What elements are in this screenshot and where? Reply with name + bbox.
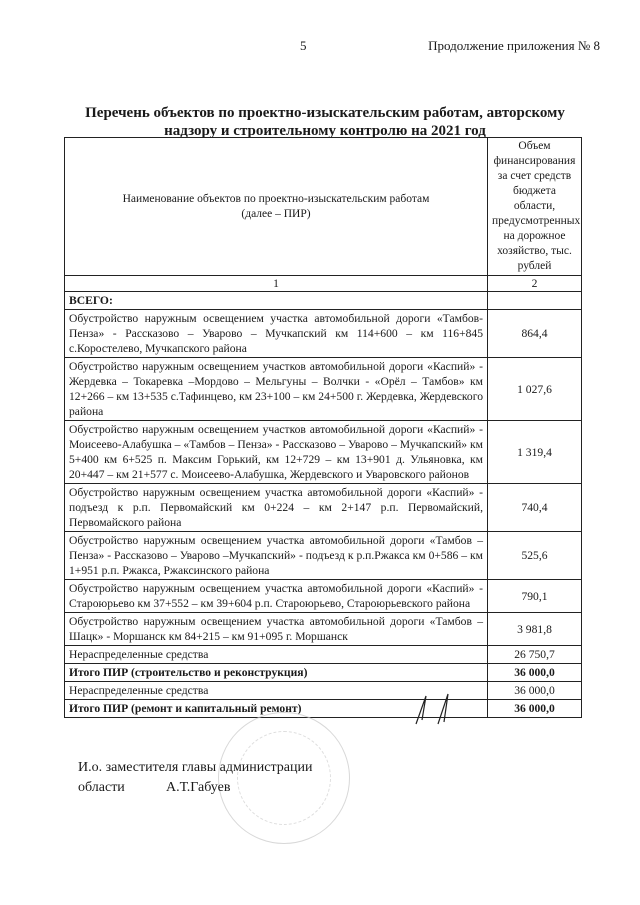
continuation-note: Продолжение приложения № 8 (428, 38, 600, 53)
unallocated-value: 26 750,7 (488, 646, 582, 664)
object-name: Обустройство наружным освещением участка автомобильной дороги «Тамбов-Пенза» - Рассказово – Уварово – Мучкапский км 114+600 – км 116+845 с.Коростелево, Мучкапского района (65, 310, 488, 358)
title-line-2: надзору и строительному контролю на 2021 год (164, 123, 486, 139)
total-label: ВСЕГО: (65, 292, 488, 310)
handwritten-signature (412, 690, 472, 726)
table-row (65, 421, 582, 484)
object-value: 1 027,6 (488, 358, 582, 421)
subtotal-row-2 (65, 700, 582, 718)
object-name: Обустройство наружным освещением участка автомобильной дороги «Каспий» - подъезд к р.п. Первомайский км 0+224 – км 2+147 р.п. Первомайский, Первомайского района (65, 484, 488, 532)
col1-header: Наименование объектов по проектно-изыскательским работам (далее – ПИР) (65, 138, 488, 276)
document-title (60, 104, 590, 140)
table-row (65, 358, 582, 421)
unallocated-value: 36 000,0 (488, 682, 582, 700)
signature-block (78, 758, 312, 798)
col1-index: 1 (65, 276, 488, 292)
subtotal-value: 36 000,0 (488, 664, 582, 682)
col2-index: 2 (488, 276, 582, 292)
subtotal-label: Итого ПИР (ремонт и капитальный ремонт) (65, 700, 488, 718)
total-value (488, 292, 582, 310)
object-value: 525,6 (488, 532, 582, 580)
unallocated-row-2 (65, 682, 582, 700)
signatory-region: области (78, 780, 125, 795)
table-header-row (65, 138, 582, 276)
objects-table (64, 137, 582, 718)
subtotal-row-1 (65, 664, 582, 682)
object-name: Обустройство наружным освещением участков автомобильной дороги «Каспий» - Моисеево-Алабушка – «Тамбов – Пенза» - Рассказово – Уварово – Мучкапский» км 5+400 км 6+525 п. Максим Горький, км 12+729 – км 13+901 д. Ульяновка, км 20+447 – км 21+577 с. Моисеево-Алабушка, Жердевского и Уваровского районов (65, 421, 488, 484)
object-value: 864,4 (488, 310, 582, 358)
table-row (65, 532, 582, 580)
object-name: Обустройство наружным освещением участка автомобильной дороги «Каспий» - Староюрьево км 37+552 – км 39+604 р.п. Староюрьево, Староюрьевского района (65, 580, 488, 613)
signatory-name: А.Т.Габуев (166, 780, 231, 795)
subtotal-label: Итого ПИР (строительство и реконструкция) (65, 664, 488, 682)
col2-header: Объем финансирования за счет средств бюджета области, предусмотренных на дорожное хозяйство, тыс. рублей (488, 138, 582, 276)
object-value: 740,4 (488, 484, 582, 532)
page-number: 5 (300, 38, 307, 53)
total-row (65, 292, 582, 310)
unallocated-row-1 (65, 646, 582, 664)
subtotal-value: 36 000,0 (488, 700, 582, 718)
object-value: 790,1 (488, 580, 582, 613)
object-name: Обустройство наружным освещением участков автомобильной дороги «Каспий» - Жердевка – Токаревка –Мордово – Мельгуны – Волчки - «Орёл – Тамбов» км 12+266 – км 13+535 с.Тафинцево, км 23+100 – км 24+500 г. Жердевка, Жердевского района (65, 358, 488, 421)
unallocated-label: Нераспределенные средства (65, 682, 488, 700)
object-name: Обустройство наружным освещением участка автомобильной дороги «Тамбов – Шацк» - Моршанск км 84+215 – км 91+095 г. Моршанск (65, 613, 488, 646)
object-name: Обустройство наружным освещением участка автомобильной дороги «Тамбов – Пенза» - Рассказово – Уварово –Мучкапский» - подъезд к р.п.Ржакса км 0+586 – км 1+951 р.п. Ржакса, Ржаксинского района (65, 532, 488, 580)
table-row (65, 613, 582, 646)
table-row (65, 484, 582, 532)
title-line-1: Перечень объектов по проектно-изыскательским работам, авторскому (85, 105, 565, 121)
table-index-row (65, 276, 582, 292)
object-value: 1 319,4 (488, 421, 582, 484)
object-value: 3 981,8 (488, 613, 582, 646)
signatory-position: И.о. заместителя главы администрации (78, 760, 313, 775)
table-row (65, 310, 582, 358)
unallocated-label: Нераспределенные средства (65, 646, 488, 664)
table-row (65, 580, 582, 613)
